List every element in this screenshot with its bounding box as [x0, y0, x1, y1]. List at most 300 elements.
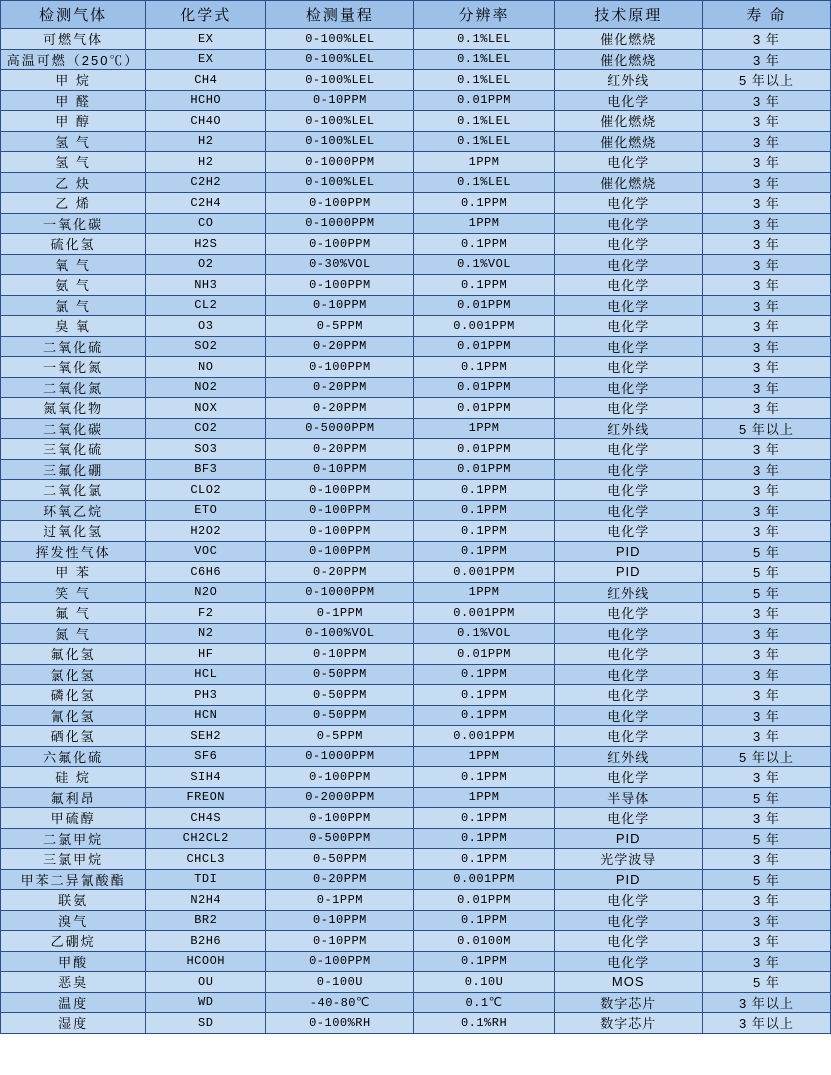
cell-formula: CL2: [146, 295, 266, 316]
cell-lifetime: 3 年: [702, 931, 830, 952]
cell-principle: 电化学: [554, 767, 702, 788]
cell-resolution: 0.001PPM: [414, 603, 554, 624]
cell-gas-name: 温度: [1, 992, 146, 1013]
table-row: [1, 910, 831, 931]
cell-resolution: 0.10U: [414, 972, 554, 993]
table-row: [1, 500, 831, 521]
table-row: [1, 172, 831, 193]
cell-principle: 电化学: [554, 644, 702, 665]
table-row: [1, 480, 831, 501]
cell-range: 0-1000PPM: [266, 582, 414, 603]
cell-range: 0-100%LEL: [266, 111, 414, 132]
cell-formula: BF3: [146, 459, 266, 480]
cell-principle: 催化燃烧: [554, 131, 702, 152]
cell-lifetime: 3 年: [702, 705, 830, 726]
cell-principle: 电化学: [554, 459, 702, 480]
cell-principle: 电化学: [554, 439, 702, 460]
cell-resolution: 0.01PPM: [414, 336, 554, 357]
cell-resolution: 0.1PPM: [414, 357, 554, 378]
cell-principle: 电化学: [554, 275, 702, 296]
cell-resolution: 0.1PPM: [414, 767, 554, 788]
cell-range: 0-100%RH: [266, 1013, 414, 1034]
cell-lifetime: 3 年: [702, 49, 830, 70]
cell-resolution: 1PPM: [414, 152, 554, 173]
cell-formula: NO2: [146, 377, 266, 398]
cell-range: 0-20PPM: [266, 398, 414, 419]
cell-lifetime: 3 年: [702, 500, 830, 521]
table-row: [1, 644, 831, 665]
cell-resolution: 1PPM: [414, 746, 554, 767]
cell-formula: C6H6: [146, 562, 266, 583]
cell-lifetime: 3 年: [702, 767, 830, 788]
cell-resolution: 0.1PPM: [414, 664, 554, 685]
cell-formula: CH2CL2: [146, 828, 266, 849]
table-row: [1, 726, 831, 747]
cell-resolution: 0.1%LEL: [414, 111, 554, 132]
cell-formula: O2: [146, 254, 266, 275]
cell-formula: EX: [146, 29, 266, 50]
table-row: [1, 70, 831, 91]
cell-formula: F2: [146, 603, 266, 624]
cell-range: 0-1000PPM: [266, 152, 414, 173]
table-row: [1, 992, 831, 1013]
cell-lifetime: 5 年: [702, 972, 830, 993]
table-row: [1, 131, 831, 152]
cell-principle: 电化学: [554, 480, 702, 501]
table-row: [1, 541, 831, 562]
cell-lifetime: 5 年: [702, 869, 830, 890]
cell-lifetime: 3 年: [702, 808, 830, 829]
cell-resolution: 0.1PPM: [414, 808, 554, 829]
cell-range: 0-10PPM: [266, 295, 414, 316]
cell-resolution: 0.1PPM: [414, 849, 554, 870]
cell-formula: OU: [146, 972, 266, 993]
cell-formula: N2O: [146, 582, 266, 603]
cell-formula: CH4S: [146, 808, 266, 829]
cell-principle: 电化学: [554, 213, 702, 234]
cell-gas-name: 溴气: [1, 910, 146, 931]
cell-range: 0-100PPM: [266, 500, 414, 521]
cell-lifetime: 3 年: [702, 357, 830, 378]
cell-range: 0-10PPM: [266, 910, 414, 931]
cell-lifetime: 3 年以上: [702, 1013, 830, 1034]
cell-formula: O3: [146, 316, 266, 337]
cell-lifetime: 3 年: [702, 90, 830, 111]
table-row: [1, 828, 831, 849]
cell-principle: 红外线: [554, 418, 702, 439]
cell-formula: PH3: [146, 685, 266, 706]
cell-range: 0-20PPM: [266, 869, 414, 890]
cell-lifetime: 3 年: [702, 295, 830, 316]
cell-principle: 电化学: [554, 152, 702, 173]
table-row: [1, 869, 831, 890]
cell-lifetime: 5 年以上: [702, 418, 830, 439]
cell-range: 0-100%LEL: [266, 172, 414, 193]
cell-lifetime: 5 年: [702, 541, 830, 562]
table-row: [1, 623, 831, 644]
cell-range: 0-5000PPM: [266, 418, 414, 439]
table-row: [1, 931, 831, 952]
cell-resolution: 0.1PPM: [414, 234, 554, 255]
cell-principle: PID: [554, 828, 702, 849]
cell-range: 0-100PPM: [266, 357, 414, 378]
cell-formula: FREON: [146, 787, 266, 808]
cell-lifetime: 3 年: [702, 152, 830, 173]
table-row: [1, 377, 831, 398]
cell-formula: NH3: [146, 275, 266, 296]
cell-gas-name: 甲 烷: [1, 70, 146, 91]
cell-gas-name: 氟 气: [1, 603, 146, 624]
cell-principle: 数字芯片: [554, 1013, 702, 1034]
cell-lifetime: 3 年: [702, 439, 830, 460]
cell-principle: 电化学: [554, 726, 702, 747]
cell-principle: 光学波导: [554, 849, 702, 870]
cell-resolution: 0.1%VOL: [414, 254, 554, 275]
table-row: [1, 951, 831, 972]
cell-gas-name: 三氯甲烷: [1, 849, 146, 870]
cell-gas-name: 二氯甲烷: [1, 828, 146, 849]
cell-range: 0-10PPM: [266, 931, 414, 952]
cell-formula: NO: [146, 357, 266, 378]
cell-gas-name: 二氧化氮: [1, 377, 146, 398]
table-row: [1, 254, 831, 275]
table-row: [1, 29, 831, 50]
column-header-principle: 技术原理: [554, 1, 702, 29]
cell-formula: CHCL3: [146, 849, 266, 870]
table-row: [1, 890, 831, 911]
cell-gas-name: 湿度: [1, 1013, 146, 1034]
cell-principle: 电化学: [554, 603, 702, 624]
cell-principle: 电化学: [554, 808, 702, 829]
cell-gas-name: 氟化氢: [1, 644, 146, 665]
cell-principle: 电化学: [554, 705, 702, 726]
cell-lifetime: 3 年: [702, 459, 830, 480]
cell-principle: 催化燃烧: [554, 29, 702, 50]
cell-gas-name: 过氧化氢: [1, 521, 146, 542]
cell-range: 0-100PPM: [266, 275, 414, 296]
cell-range: 0-5PPM: [266, 316, 414, 337]
cell-lifetime: 3 年: [702, 623, 830, 644]
cell-formula: ETO: [146, 500, 266, 521]
cell-gas-name: 三氧化硫: [1, 439, 146, 460]
column-header-range: 检测量程: [266, 1, 414, 29]
cell-range: 0-100%VOL: [266, 623, 414, 644]
cell-range: 0-100PPM: [266, 808, 414, 829]
cell-formula: SF6: [146, 746, 266, 767]
cell-lifetime: 5 年以上: [702, 746, 830, 767]
cell-gas-name: 臭 氧: [1, 316, 146, 337]
table-row: [1, 357, 831, 378]
cell-range: 0-10PPM: [266, 644, 414, 665]
cell-lifetime: 3 年: [702, 254, 830, 275]
cell-resolution: 0.0100M: [414, 931, 554, 952]
cell-lifetime: 3 年: [702, 910, 830, 931]
cell-formula: C2H4: [146, 193, 266, 214]
cell-resolution: 0.01PPM: [414, 377, 554, 398]
cell-lifetime: 3 年: [702, 172, 830, 193]
cell-range: 0-100PPM: [266, 234, 414, 255]
cell-gas-name: 恶臭: [1, 972, 146, 993]
table-row: [1, 582, 831, 603]
cell-lifetime: 3 年: [702, 480, 830, 501]
cell-gas-name: 氟利昂: [1, 787, 146, 808]
cell-resolution: 0.1PPM: [414, 480, 554, 501]
cell-formula: HF: [146, 644, 266, 665]
cell-principle: PID: [554, 562, 702, 583]
cell-resolution: 0.01PPM: [414, 295, 554, 316]
cell-resolution: 0.001PPM: [414, 562, 554, 583]
cell-resolution: 0.01PPM: [414, 890, 554, 911]
cell-lifetime: 3 年: [702, 377, 830, 398]
cell-principle: 电化学: [554, 234, 702, 255]
table-row: [1, 152, 831, 173]
cell-principle: 电化学: [554, 295, 702, 316]
cell-range: 0-100%LEL: [266, 70, 414, 91]
cell-range: 0-1000PPM: [266, 213, 414, 234]
cell-range: 0-100%LEL: [266, 49, 414, 70]
cell-principle: 催化燃烧: [554, 172, 702, 193]
cell-lifetime: 3 年: [702, 890, 830, 911]
cell-principle: 催化燃烧: [554, 49, 702, 70]
cell-principle: 半导体: [554, 787, 702, 808]
cell-gas-name: 可燃气体: [1, 29, 146, 50]
cell-gas-name: 磷化氢: [1, 685, 146, 706]
cell-range: -40-80℃: [266, 992, 414, 1013]
cell-lifetime: 3 年: [702, 664, 830, 685]
cell-resolution: 0.1PPM: [414, 951, 554, 972]
column-header-formula: 化学式: [146, 1, 266, 29]
table-row: [1, 1013, 831, 1034]
cell-range: 0-100PPM: [266, 541, 414, 562]
cell-gas-name: 硒化氢: [1, 726, 146, 747]
cell-principle: 红外线: [554, 582, 702, 603]
cell-formula: SO3: [146, 439, 266, 460]
cell-resolution: 0.001PPM: [414, 316, 554, 337]
cell-gas-name: 乙硼烷: [1, 931, 146, 952]
cell-gas-name: 六氟化硫: [1, 746, 146, 767]
cell-range: 0-100%LEL: [266, 131, 414, 152]
cell-resolution: 0.1PPM: [414, 521, 554, 542]
cell-lifetime: 3 年: [702, 951, 830, 972]
cell-gas-name: 氮 气: [1, 623, 146, 644]
cell-principle: PID: [554, 541, 702, 562]
table-row: [1, 49, 831, 70]
cell-formula: HCN: [146, 705, 266, 726]
column-header-gas-name: 检测气体: [1, 1, 146, 29]
cell-lifetime: 5 年以上: [702, 70, 830, 91]
cell-resolution: 0.1%LEL: [414, 131, 554, 152]
cell-principle: 电化学: [554, 336, 702, 357]
table-row: [1, 439, 831, 460]
cell-formula: C2H2: [146, 172, 266, 193]
cell-lifetime: 3 年: [702, 193, 830, 214]
cell-principle: 电化学: [554, 890, 702, 911]
table-row: [1, 275, 831, 296]
cell-gas-name: 一氧化碳: [1, 213, 146, 234]
cell-gas-name: 氧 气: [1, 254, 146, 275]
cell-gas-name: 氨 气: [1, 275, 146, 296]
cell-lifetime: 3 年: [702, 398, 830, 419]
table-row: [1, 787, 831, 808]
cell-principle: PID: [554, 869, 702, 890]
cell-range: 0-20PPM: [266, 439, 414, 460]
cell-lifetime: 5 年: [702, 562, 830, 583]
cell-range: 0-20PPM: [266, 562, 414, 583]
cell-resolution: 0.1%LEL: [414, 172, 554, 193]
cell-formula: WD: [146, 992, 266, 1013]
cell-formula: N2H4: [146, 890, 266, 911]
table-row: [1, 213, 831, 234]
cell-formula: N2: [146, 623, 266, 644]
table-row: [1, 459, 831, 480]
cell-principle: 电化学: [554, 357, 702, 378]
cell-formula: SEH2: [146, 726, 266, 747]
table-row: [1, 336, 831, 357]
cell-lifetime: 3 年: [702, 644, 830, 665]
cell-principle: 电化学: [554, 316, 702, 337]
cell-formula: H2S: [146, 234, 266, 255]
cell-range: 0-10PPM: [266, 90, 414, 111]
table-row: [1, 521, 831, 542]
cell-gas-name: 氢 气: [1, 152, 146, 173]
cell-resolution: 0.01PPM: [414, 459, 554, 480]
cell-gas-name: 甲 醇: [1, 111, 146, 132]
cell-formula: H2: [146, 152, 266, 173]
cell-principle: 催化燃烧: [554, 111, 702, 132]
cell-principle: 电化学: [554, 377, 702, 398]
cell-gas-name: 甲硫醇: [1, 808, 146, 829]
cell-lifetime: 3 年以上: [702, 992, 830, 1013]
cell-formula: VOC: [146, 541, 266, 562]
cell-lifetime: 5 年: [702, 787, 830, 808]
cell-formula: H2: [146, 131, 266, 152]
cell-formula: HCHO: [146, 90, 266, 111]
cell-resolution: 0.01PPM: [414, 398, 554, 419]
cell-principle: 电化学: [554, 623, 702, 644]
cell-gas-name: 甲 醛: [1, 90, 146, 111]
cell-gas-name: 高温可燃（250℃）: [1, 49, 146, 70]
table-row: [1, 295, 831, 316]
cell-gas-name: 一氧化氮: [1, 357, 146, 378]
cell-resolution: 1PPM: [414, 787, 554, 808]
cell-resolution: 0.1PPM: [414, 193, 554, 214]
cell-lifetime: 3 年: [702, 111, 830, 132]
cell-range: 0-50PPM: [266, 664, 414, 685]
cell-range: 0-100PPM: [266, 951, 414, 972]
cell-gas-name: 氯 气: [1, 295, 146, 316]
cell-lifetime: 5 年: [702, 828, 830, 849]
cell-resolution: 0.01PPM: [414, 439, 554, 460]
cell-resolution: 0.1PPM: [414, 910, 554, 931]
table-row: [1, 90, 831, 111]
cell-formula: CH4O: [146, 111, 266, 132]
cell-resolution: 0.1PPM: [414, 275, 554, 296]
cell-principle: 电化学: [554, 254, 702, 275]
cell-formula: SD: [146, 1013, 266, 1034]
cell-lifetime: 3 年: [702, 29, 830, 50]
cell-formula: B2H6: [146, 931, 266, 952]
cell-range: 0-100PPM: [266, 193, 414, 214]
cell-range: 0-100PPM: [266, 480, 414, 501]
cell-lifetime: 3 年: [702, 234, 830, 255]
cell-principle: 电化学: [554, 500, 702, 521]
cell-resolution: 0.001PPM: [414, 726, 554, 747]
cell-formula: BR2: [146, 910, 266, 931]
cell-lifetime: 3 年: [702, 275, 830, 296]
cell-gas-name: 硫化氢: [1, 234, 146, 255]
cell-lifetime: 5 年: [702, 582, 830, 603]
cell-range: 0-30%VOL: [266, 254, 414, 275]
cell-formula: NOX: [146, 398, 266, 419]
cell-lifetime: 3 年: [702, 685, 830, 706]
cell-lifetime: 3 年: [702, 603, 830, 624]
cell-gas-name: 甲酸: [1, 951, 146, 972]
table-row: [1, 705, 831, 726]
table-row: [1, 234, 831, 255]
cell-formula: CLO2: [146, 480, 266, 501]
table-row: [1, 685, 831, 706]
cell-gas-name: 乙 烯: [1, 193, 146, 214]
cell-gas-name: 二氧化碳: [1, 418, 146, 439]
cell-gas-name: 甲苯二异氰酸酯: [1, 869, 146, 890]
cell-lifetime: 3 年: [702, 521, 830, 542]
cell-principle: 电化学: [554, 90, 702, 111]
cell-lifetime: 3 年: [702, 336, 830, 357]
cell-gas-name: 联氨: [1, 890, 146, 911]
table-row: [1, 316, 831, 337]
cell-principle: 电化学: [554, 910, 702, 931]
cell-lifetime: 3 年: [702, 849, 830, 870]
cell-resolution: 0.1PPM: [414, 500, 554, 521]
table-row: [1, 767, 831, 788]
table-header-row: [1, 1, 831, 29]
cell-lifetime: 3 年: [702, 316, 830, 337]
table-body: [1, 29, 831, 1034]
cell-range: 0-1PPM: [266, 890, 414, 911]
cell-range: 0-100PPM: [266, 767, 414, 788]
cell-principle: 红外线: [554, 746, 702, 767]
cell-range: 0-1000PPM: [266, 746, 414, 767]
cell-resolution: 0.01PPM: [414, 644, 554, 665]
cell-principle: 红外线: [554, 70, 702, 91]
table-row: [1, 398, 831, 419]
cell-range: 0-2000PPM: [266, 787, 414, 808]
cell-principle: 电化学: [554, 931, 702, 952]
cell-gas-name: 环氧乙烷: [1, 500, 146, 521]
cell-range: 0-20PPM: [266, 377, 414, 398]
cell-principle: 电化学: [554, 685, 702, 706]
cell-principle: 电化学: [554, 951, 702, 972]
cell-gas-name: 甲 苯: [1, 562, 146, 583]
cell-principle: 电化学: [554, 521, 702, 542]
cell-gas-name: 乙 炔: [1, 172, 146, 193]
cell-lifetime: 3 年: [702, 213, 830, 234]
table-row: [1, 972, 831, 993]
cell-resolution: 0.1%VOL: [414, 623, 554, 644]
cell-formula: HCL: [146, 664, 266, 685]
cell-resolution: 1PPM: [414, 418, 554, 439]
cell-formula: CO: [146, 213, 266, 234]
cell-resolution: 0.1PPM: [414, 705, 554, 726]
table-row: [1, 746, 831, 767]
table-row: [1, 849, 831, 870]
cell-gas-name: 挥发性气体: [1, 541, 146, 562]
table-row: [1, 808, 831, 829]
cell-gas-name: 笑 气: [1, 582, 146, 603]
cell-formula: H2O2: [146, 521, 266, 542]
cell-resolution: 1PPM: [414, 213, 554, 234]
cell-principle: MOS: [554, 972, 702, 993]
